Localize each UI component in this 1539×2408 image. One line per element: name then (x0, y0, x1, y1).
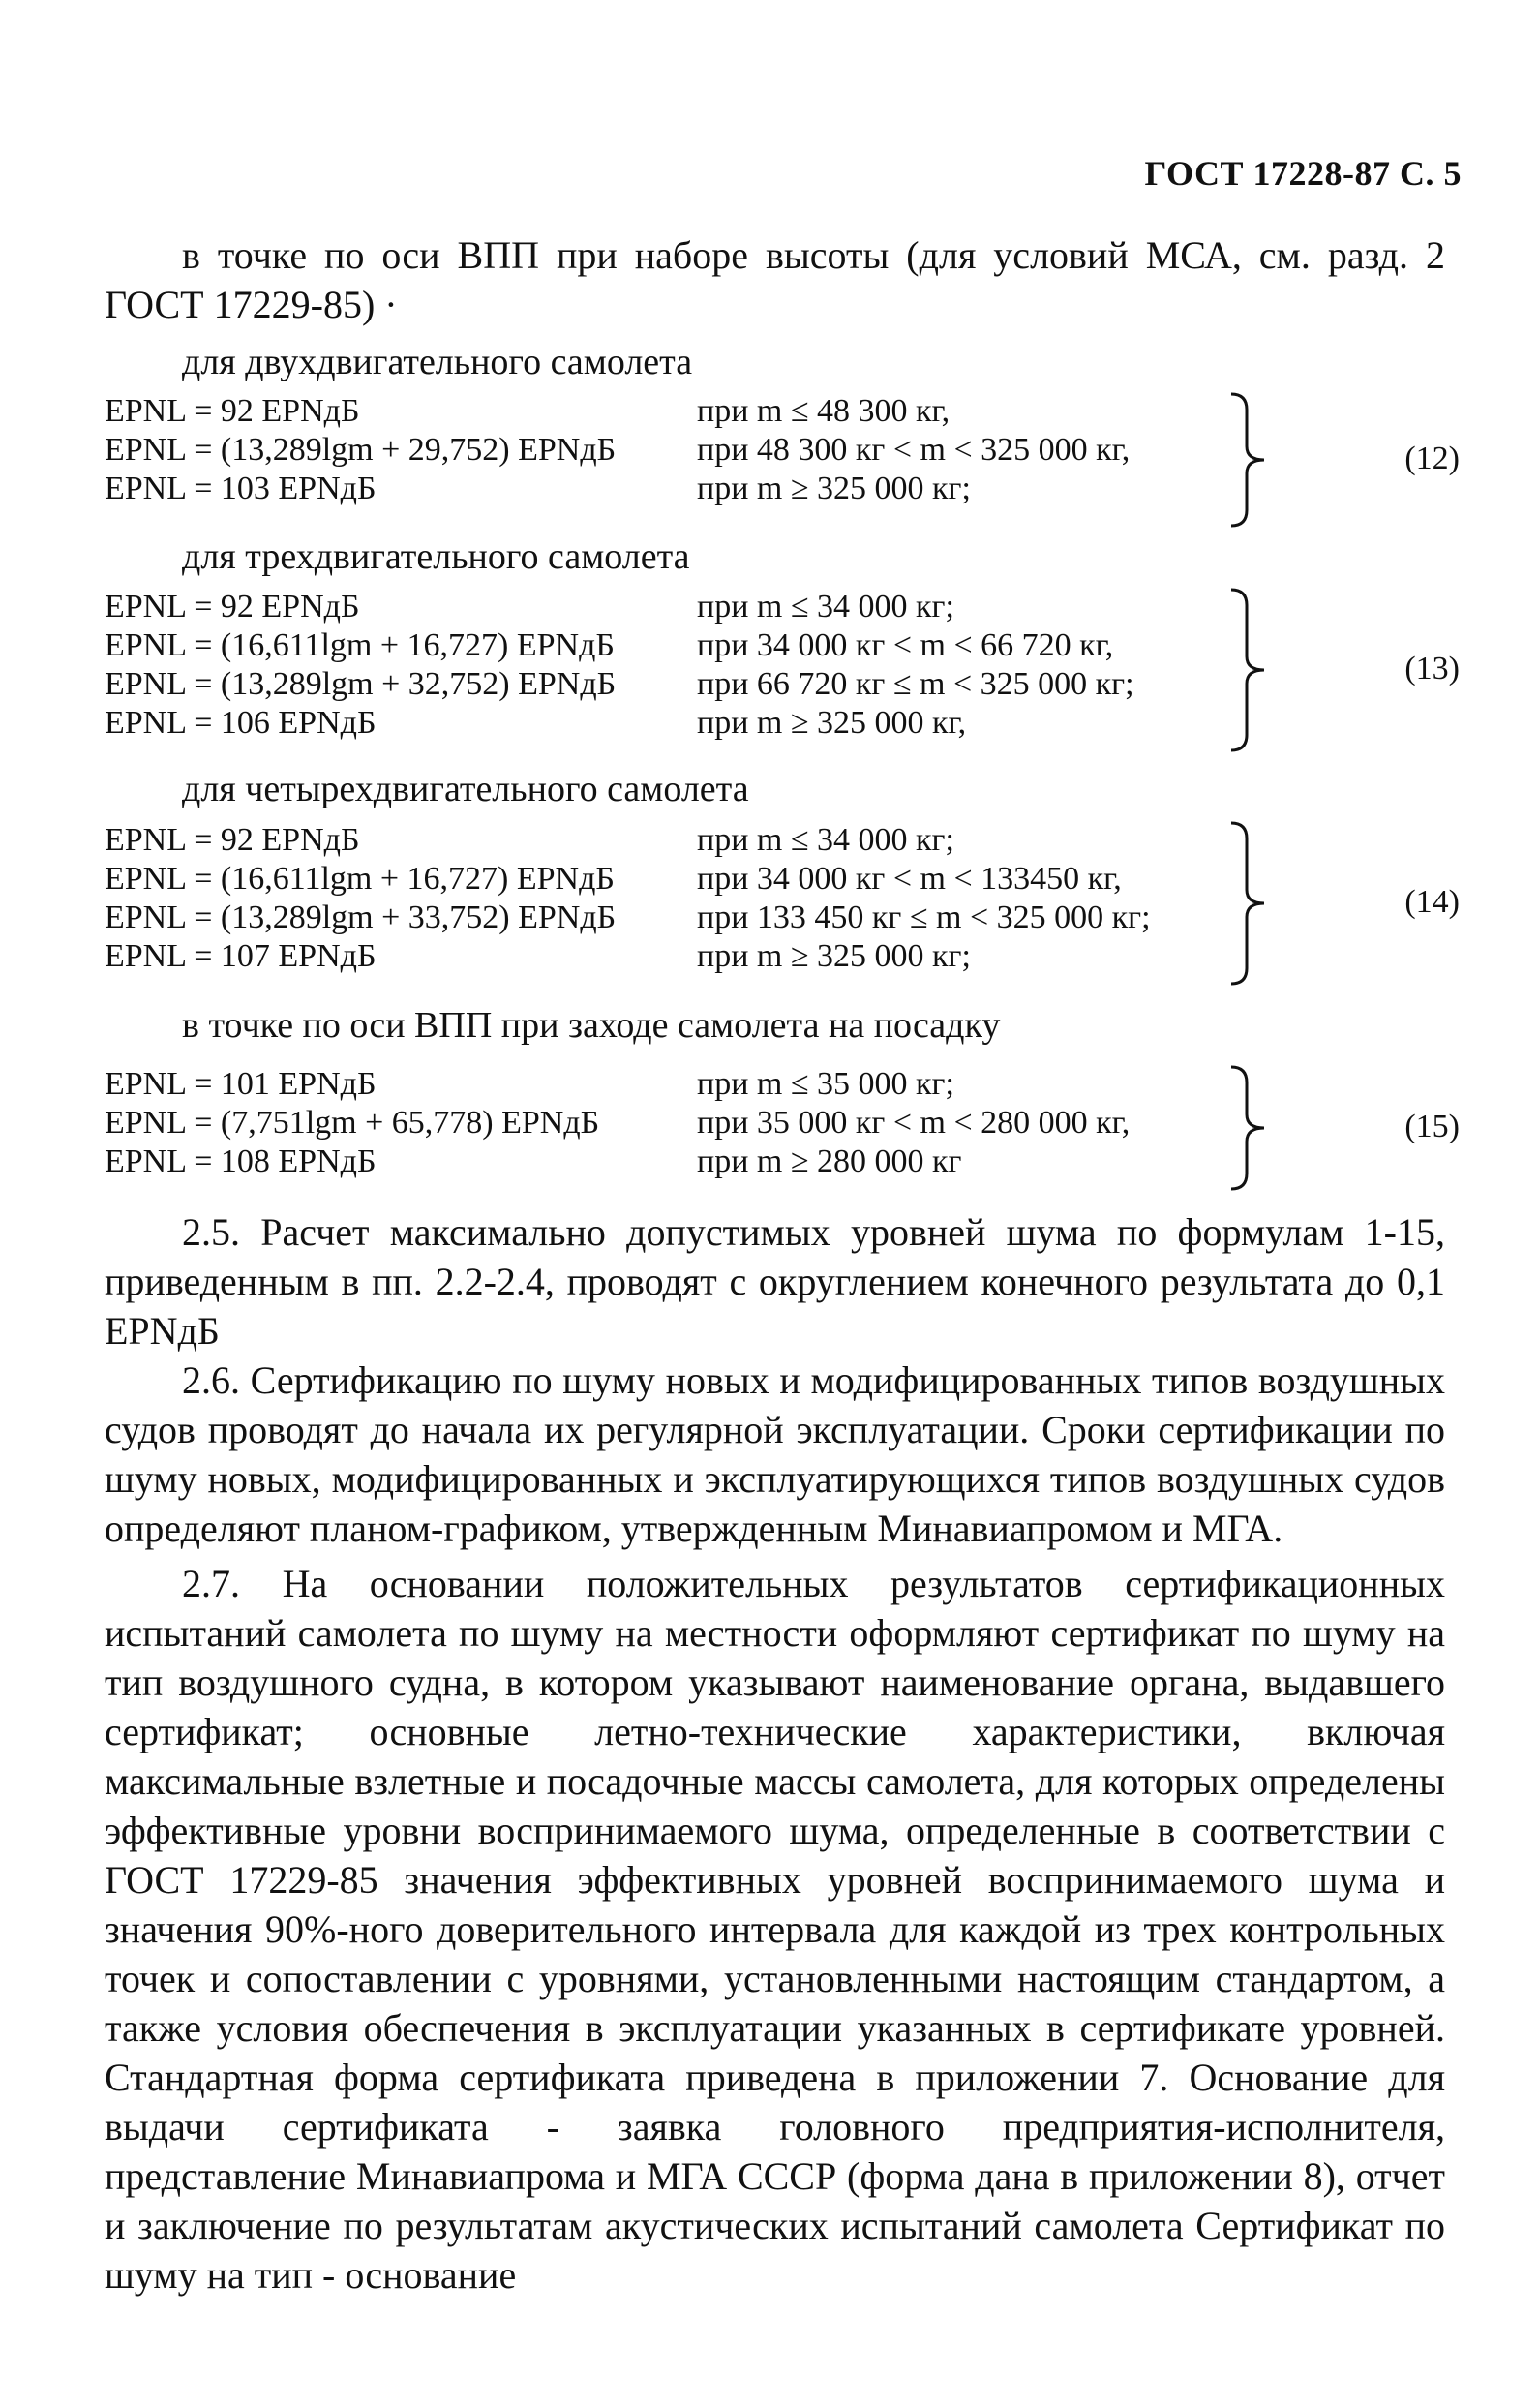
formula-expression: EPNL = 107 EPNдБ (105, 938, 377, 974)
paragraph-2-5: 2.5. Расчет максимально допустимых уровней шума по формулам 1-15, приведенным в пп. 2.2-2.4, проводят с округлением конечного результата до 0,1 EPNдБ (105, 1210, 1445, 1353)
formula-caption: для трехдвигательного самолета (182, 536, 690, 577)
formula-condition: при 34 000 кг < m < 133450 кг, (697, 861, 1122, 897)
formula-group-15 (105, 1065, 1460, 1191)
equation-number: (13) (1404, 651, 1460, 686)
formula-expression: EPNL = (13,289lgm + 33,752) EPNдБ (105, 899, 617, 935)
formula-expression: EPNL = (16,611lgm + 16,727) EPNдБ (105, 627, 615, 663)
formula-group-14 (105, 821, 1460, 986)
formula-condition: при 133 450 кг ≤ m < 325 000 кг; (697, 899, 1151, 935)
formula-expression: EPNL = 92 EPNдБ (105, 822, 360, 858)
formula-condition: при 34 000 кг < m < 66 720 кг, (697, 627, 1114, 663)
formula-condition: при m ≤ 35 000 кг; (697, 1066, 954, 1102)
formula-condition: при m ≥ 325 000 кг, (697, 705, 967, 741)
paragraph-2-7: 2.7. На основании положительных результатов сертификационных испытаний самолета по шуму на местности оформляют сертификат по шуму на тип воздушного судна, в котором указывают наименование органа, выдавшего сертификат; основные летно-технические характеристики, включая максимальные взлетные и посадочные массы самолета, для которых определены эффективные уровни воспринимаемого шума, определенные в соответствии с ГОСТ 17229-85 значения эффективных уровней воспринимаемого шума и значения 90%-ного доверительного интервала для каждой из трех контрольных точек и сопоставлении с уровнями, установленными настоящим стандартом, а также условия обеспечения в эксплуатации указанных в сертификате уровней. Стандартная форма сертификата приведена в приложении 7. Основание для выдачи сертификата - заявка головного предприятия-исполнителя, представление Минавиапрома и МГА СССР (форма дана в приложении 8), отчет и заключение по результатам акустических испытаний самолета Сертификат по шуму на тип - основание (105, 1562, 1445, 2297)
right-brace (1225, 821, 1274, 986)
formula-condition: при m ≤ 48 300 кг, (697, 393, 951, 429)
formula-expression: EPNL = 106 EPNдБ (105, 705, 377, 741)
right-brace (1225, 1065, 1274, 1191)
formula-expression: EPNL = 108 EPNдБ (105, 1143, 377, 1179)
formula-caption: в точке по оси ВПП при заходе самолета на посадку (182, 1005, 1001, 1046)
formula-expression: EPNL = 101 EPNдБ (105, 1066, 377, 1102)
equation-number: (14) (1404, 884, 1460, 920)
formula-condition: при m ≤ 34 000 кг; (697, 589, 954, 625)
formula-expression: EPNL = 92 EPNдБ (105, 393, 360, 429)
intro-paragraph: в точке по оси ВПП при наборе высоты (для условий МСА, см. разд. 2 ГОСТ 17229-85) · (105, 233, 1445, 326)
formula-expression: EPNL = (13,289lgm + 29,752) EPNдБ (105, 432, 617, 468)
page-header: ГОСТ 17228-87 С. 5 (1144, 154, 1462, 193)
formula-condition: при 35 000 кг < m < 280 000 кг, (697, 1105, 1131, 1141)
formula-expression: EPNL = (7,751lgm + 65,778) EPNдБ (105, 1105, 600, 1141)
formula-expression: EPNL = 103 EPNдБ (105, 471, 377, 506)
formula-caption: для четырехдвигательного самолета (182, 769, 749, 809)
right-brace (1225, 588, 1274, 752)
formula-condition: при m ≥ 280 000 кг (697, 1143, 962, 1179)
formula-expression: EPNL = (13,289lgm + 32,752) EPNдБ (105, 666, 617, 702)
formula-condition: при m ≥ 325 000 кг; (697, 938, 971, 974)
formula-expression: EPNL = 92 EPNдБ (105, 589, 360, 625)
formula-expression: EPNL = (16,611lgm + 16,727) EPNдБ (105, 861, 615, 897)
equation-number: (12) (1404, 441, 1460, 476)
formula-group-13 (105, 588, 1460, 752)
formula-condition: при 48 300 кг < m < 325 000 кг, (697, 432, 1131, 468)
formula-condition: при 66 720 кг ≤ m < 325 000 кг; (697, 666, 1134, 702)
formula-condition: при m ≥ 325 000 кг; (697, 471, 971, 506)
right-brace (1225, 392, 1274, 528)
equation-number: (15) (1404, 1109, 1460, 1144)
formula-caption: для двухдвигательного самолета (182, 342, 693, 382)
paragraph-2-6: 2.6. Сертификацию по шуму новых и модифицированных типов воздушных судов проводят до начала их регулярной эксплуатации. Сроки сертификации по шуму новых, модифицированных и эксплуатирующихся типов воздушных судов определяют планом-графиком, утвержденным Минавиапромом и МГА. (105, 1358, 1445, 1550)
formula-condition: при m ≤ 34 000 кг; (697, 822, 954, 858)
formula-group-12 (105, 392, 1460, 528)
